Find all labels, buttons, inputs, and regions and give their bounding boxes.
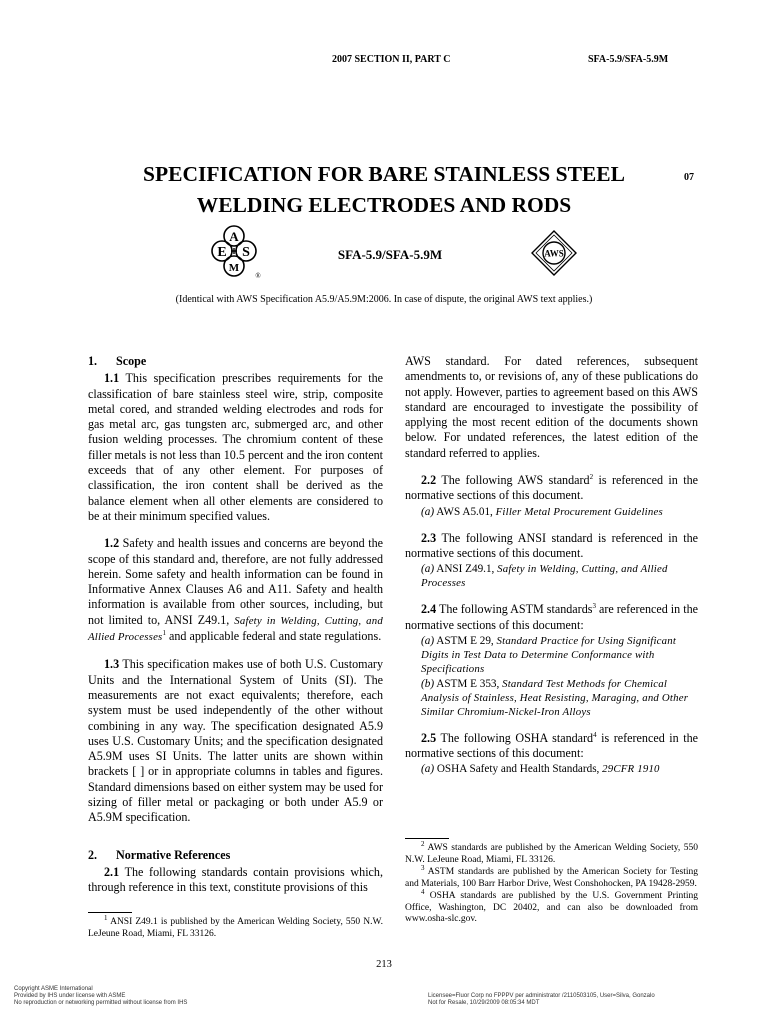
paragraph-1-1: 1.1 This specification prescribes requirements for the classification of bare stainless steel wire, strip, composite metal cored, and stranded welding electrodes and rods for gas metal arc, gas tungsten arc, submerged arc, and other fusion welding processes. The chromium content of these filler metals is not less than 10.5 percent and the iron content exceeds that of any other element. For purposes of classification, the iron content shall be derived as the balance element when all other elements are considered to be at their minimum specified values.: [88, 371, 384, 523]
paragraph-2-3: 2.3 The following ANSI standard is referenced in the normative sections of this document.: [405, 530, 698, 560]
footnote-4: $^4$ OSHA standards are published by the U.S. Government Printing Office, Washington, DC 20402, and can also be downloaded from www.osha-slc.gov.: [405, 887, 698, 924]
paragraph-1-3: 1.3 This specification makes use of both U.S. Customary Units and the International System of Units (SI). The measurements are not exact equivalents; therefore, each system must be used independently of the other without combining in any way. The specification designated A5.9 uses U.S. Customary Units; and the specification designated A5.9M uses SI Units. The latter units are shown within brackets [ ] or in appropriate columns in tables and figures. Standard dimensions based on either system may be used for sizing of filler metal or packaging or both under A5.9 or A5.9M specification.: [88, 657, 384, 825]
paragraph-2-1-continued: AWS standard. For dated references, subsequent amendments to, or revisions of, any of these publications do not apply. However, parties to agreement based on this AWS standard are encouraged to investigate the possibility of applying the most recent edition of the documents shown below. For undated references, the latest edition of the standard referred to applies.: [405, 354, 698, 460]
aws-logo-text: AWS: [544, 248, 564, 259]
revision-mark: 07: [684, 172, 694, 183]
reference-aws-a5-01: (a) AWS A5.01, Filler Metal Procurement Guidelines: [421, 505, 663, 518]
logo-letter-m: M: [228, 262, 240, 274]
paragraph-2-1: 2.1 The following standards contain provisions which, through reference in this text, constitute provisions of this: [88, 864, 383, 895]
paragraph-2-2: 2.2 The following AWS standard$^2$ is referenced in the normative sections of this document.: [405, 473, 699, 503]
paragraph-1-2: 1.2 Safety and health issues and concerns are beyond the scope of this standard and, therefore, are not fully addressed herein. Some safety and health information can be found in Informative Annex Clauses A6 and A11. Safety and health information is available from other sources, including, but not limited to, ANSI Z49.1, Safety in Welding, Cutting, and Allied Processes$^1$ and applicable federal and state regulations.: [88, 536, 383, 644]
footnote-2: $^2$ AWS standards are published by the American Welding Society, 550 N.W. LeJeune Road, Miami, FL 33126.: [405, 839, 698, 865]
logo-letter-s: S: [242, 245, 250, 260]
identical-note: (Identical with AWS Specification A5.9/A5.9M:2006. In case of dispute, the original AWS text applies.): [175, 294, 593, 305]
paragraph-2-5: 2.5 The following OSHA standard$^4$ is referenced in the normative sections of this document:: [405, 730, 698, 761]
footnote-3: $^3$ ASTM standards are published by the American Society for Testing and Materials, 100 Barr Harbor Drive, West Conshohocken, PA 19428-2959.: [405, 863, 698, 889]
reference-osha: (a) OSHA Safety and Health Standards, 29CFR 1910: [421, 763, 660, 776]
reference-astm-e353: (b) ASTM E 353, Standard Test Methods for Chemical Analysis of Stainless, Heat Resisting, Maraging, and Other Similar Chromium-Nickel-Iron Alloys: [421, 677, 689, 718]
running-header-left: 2007 SECTION II, PART C: [332, 54, 451, 65]
running-header-right: SFA-5.9/SFA-5.9M: [588, 54, 669, 65]
footnotes-right: [405, 839, 698, 927]
footer-left: Copyright ASME International Provided by IHS under license with ASME No reproduction or networking permitted without license from IHS: [14, 986, 188, 1006]
footnote-rule-right: [405, 838, 449, 839]
right-column: [405, 354, 698, 776]
footer-right: Licensee=Fluor Corp no FPPPV per administrator /2110503105, User=Silva, Gonzalo Not for Resale, 10/29/2009 08:05:34 MDT: [428, 993, 655, 1006]
reference-astm-e29: (a) ASTM E 29, Standard Practice for Using Significant Digits in Test Data to Determine Conformance with Specifications: [421, 634, 677, 675]
spec-number: SFA-5.9/SFA-5.9M: [337, 247, 443, 262]
title-line-2: WELDING ELECTRODES AND RODS: [196, 193, 572, 217]
paragraph-2-4: 2.4 The following ASTM standards$^3$ are referenced in the normative sections of this document:: [405, 602, 699, 632]
section-2-heading: 2. Normative References: [88, 847, 231, 862]
document-title: [0, 159, 768, 221]
aws-logo: [530, 229, 578, 277]
logo-letter-a: A: [229, 229, 239, 244]
logo-letter-e: E: [217, 245, 227, 260]
title-line-1: SPECIFICATION FOR BARE STAINLESS STEEL: [143, 162, 625, 186]
logo-registered: ®: [255, 272, 261, 280]
footnote-1: $^1$ ANSI Z49.1 is published by the American Welding Society, 550 N.W. LeJeune Road, Miami, FL 33126.: [88, 913, 383, 939]
reference-ansi-z49-1: (a) ANSI Z49.1, Safety in Welding, Cutting, and Allied Processes: [421, 563, 668, 590]
section-1-heading: 1. Scope: [88, 354, 147, 368]
page-number: 213: [376, 959, 392, 970]
left-column: [88, 354, 383, 896]
footnote-rule-left: [88, 912, 132, 913]
